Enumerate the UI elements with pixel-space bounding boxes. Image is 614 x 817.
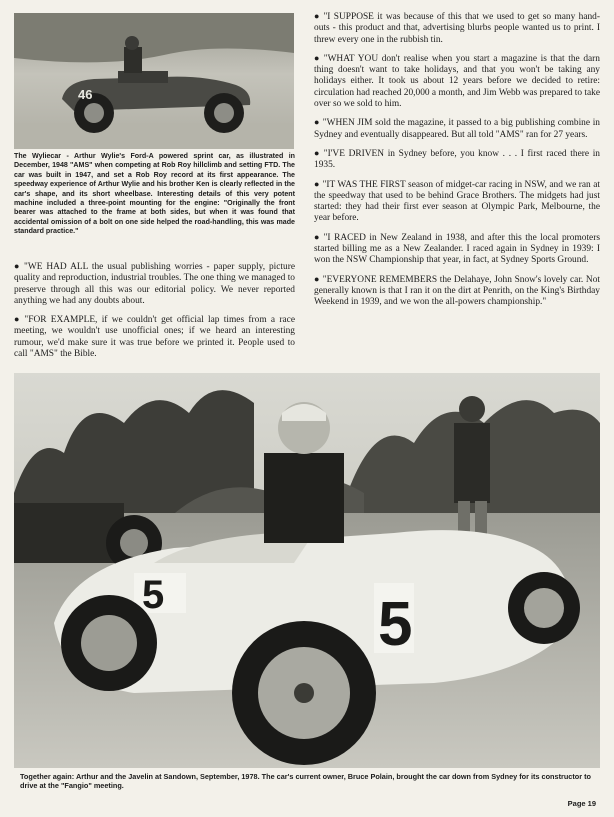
para-text: it was because of this that we used to get so many hand-outs - this product and that, advertising blurbs people wanted us to print. I threw every one in the rubbish tin. (314, 12, 600, 45)
para-text: in New Zealand in 1938, and after this the local promoters started billing me as a New Zealander. I raced again in Sydney in 1939: I won the NSW Championship that year, in fact, at Sydney Sports Ground. (314, 232, 600, 266)
para-lead: "FOR EXAMPLE, (24, 315, 98, 326)
para-lead: "IT WAS THE FIRST (322, 179, 406, 190)
bottom-caption: Together again: Arthur and the Javelin at Sandown, September, 1978. The car's current owner, Bruce Polain, brought the car down from Sydney for its constructor to drive at the "Fangio" meeting. (20, 772, 591, 791)
bullet-icon: ● (314, 273, 320, 284)
bullet-icon: ● (314, 117, 320, 128)
para-text: season of midget-car racing in NSW, and we ran at the speedway that used to be behind Grace Brothers. The midgets had just started: they had their first ever season at Olympic Park, Melbourne, the year before. (314, 179, 600, 224)
bottom-car-number-side: 5 (378, 590, 413, 659)
right-paragraph-1 (314, 11, 600, 46)
top-car-number: 46 (78, 87, 93, 102)
right-column (314, 11, 600, 316)
para-text: if we couldn't get official lap times from a race meeting, we wouldn't use unofficial ones; if we heard an interesting rumour, we'd make sure it was true before we printed it. People used to call "AMS" the Bible. (14, 315, 295, 360)
bullet-icon: ● (314, 178, 320, 189)
para-lead: "I'VE DRIVEN (323, 148, 385, 159)
bottom-photo (14, 373, 600, 768)
para-text: the Delahaye, John Snow's lovely car. Not generally known is that I ran it on the dirt at Penrith, on the King's Birthday Weekend in 1939, and we won the all-powers championship." (314, 274, 600, 308)
para-text: don't realise when you start a magazine is that the darn thing doesn't want to take holidays, and that you won't be taking any holidays either. It took us about 12 years before we decided to retire: circulation had reached 20,000 a month, and Jim Webb was prepared to take over so we sold to him. (314, 53, 600, 110)
right-paragraph-4 (314, 148, 600, 172)
para-text: in Sydney before, you know . . . I first raced there in 1935. (314, 148, 600, 171)
para-lead: "WE HAD ALL (24, 262, 88, 272)
left-paragraph-1 (14, 261, 295, 307)
para-lead: "I SUPPOSE (323, 12, 374, 22)
left-column (14, 261, 295, 367)
bullet-icon: ● (314, 11, 321, 21)
para-text: sold the magazine, it passed to a big publishing combine in Sydney and eventually disappeared. But all told "AMS" ran for 27 years. (314, 118, 600, 140)
right-paragraph-5 (314, 179, 600, 225)
top-photo (14, 13, 294, 149)
right-paragraph-3 (314, 117, 600, 141)
right-paragraph-2 (314, 53, 600, 110)
bottom-car-number-front: 5 (142, 573, 165, 617)
top-caption: The Wyliecar - Arthur Wylie's Ford-A powered sprint car, as illustrated in December, 1948 "AMS" when competing at Rob Roy hillclimb and setting FTD. The car was built in 1947, and set a Rob Roy record at its first appearance. The speedway experience of Arthur Wylie and his brother Ken is clearly reflected in the car's shape, and its short wheelbase. Interesting details of this very potent machine included a three-point mounting for the engine: "Originally the front bearer was attached to the frame at both sides, but when it was found that accidental omission of a bolt on one side helped the road-handling, this was made standard practice." (14, 152, 295, 236)
para-lead: "WHAT YOU (323, 53, 379, 64)
para-lead: "I RACED (323, 232, 366, 243)
top-photo-image (14, 13, 294, 149)
right-paragraph-6 (314, 232, 600, 267)
bullet-icon: ● (314, 231, 321, 242)
para-lead: "EVERYONE REMEMBERS (322, 274, 438, 285)
para-lead: "WHEN JIM (322, 118, 373, 129)
page-number: Page 19 (567, 799, 596, 808)
right-paragraph-7 (314, 274, 600, 309)
para-text: the usual publishing worries - paper supply, picture quality and reproduction, industrial troubles. The one thing we managed to preserve through all this was our editorial policy. We never reported anything we had any doubts about. (14, 262, 296, 306)
left-paragraph-2 (14, 314, 295, 360)
bullet-icon: ● (314, 52, 321, 63)
bullet-icon: ● (14, 314, 22, 325)
bullet-icon: ● (314, 147, 321, 158)
bullet-icon: ● (14, 261, 22, 271)
bottom-photo-image (14, 373, 600, 768)
